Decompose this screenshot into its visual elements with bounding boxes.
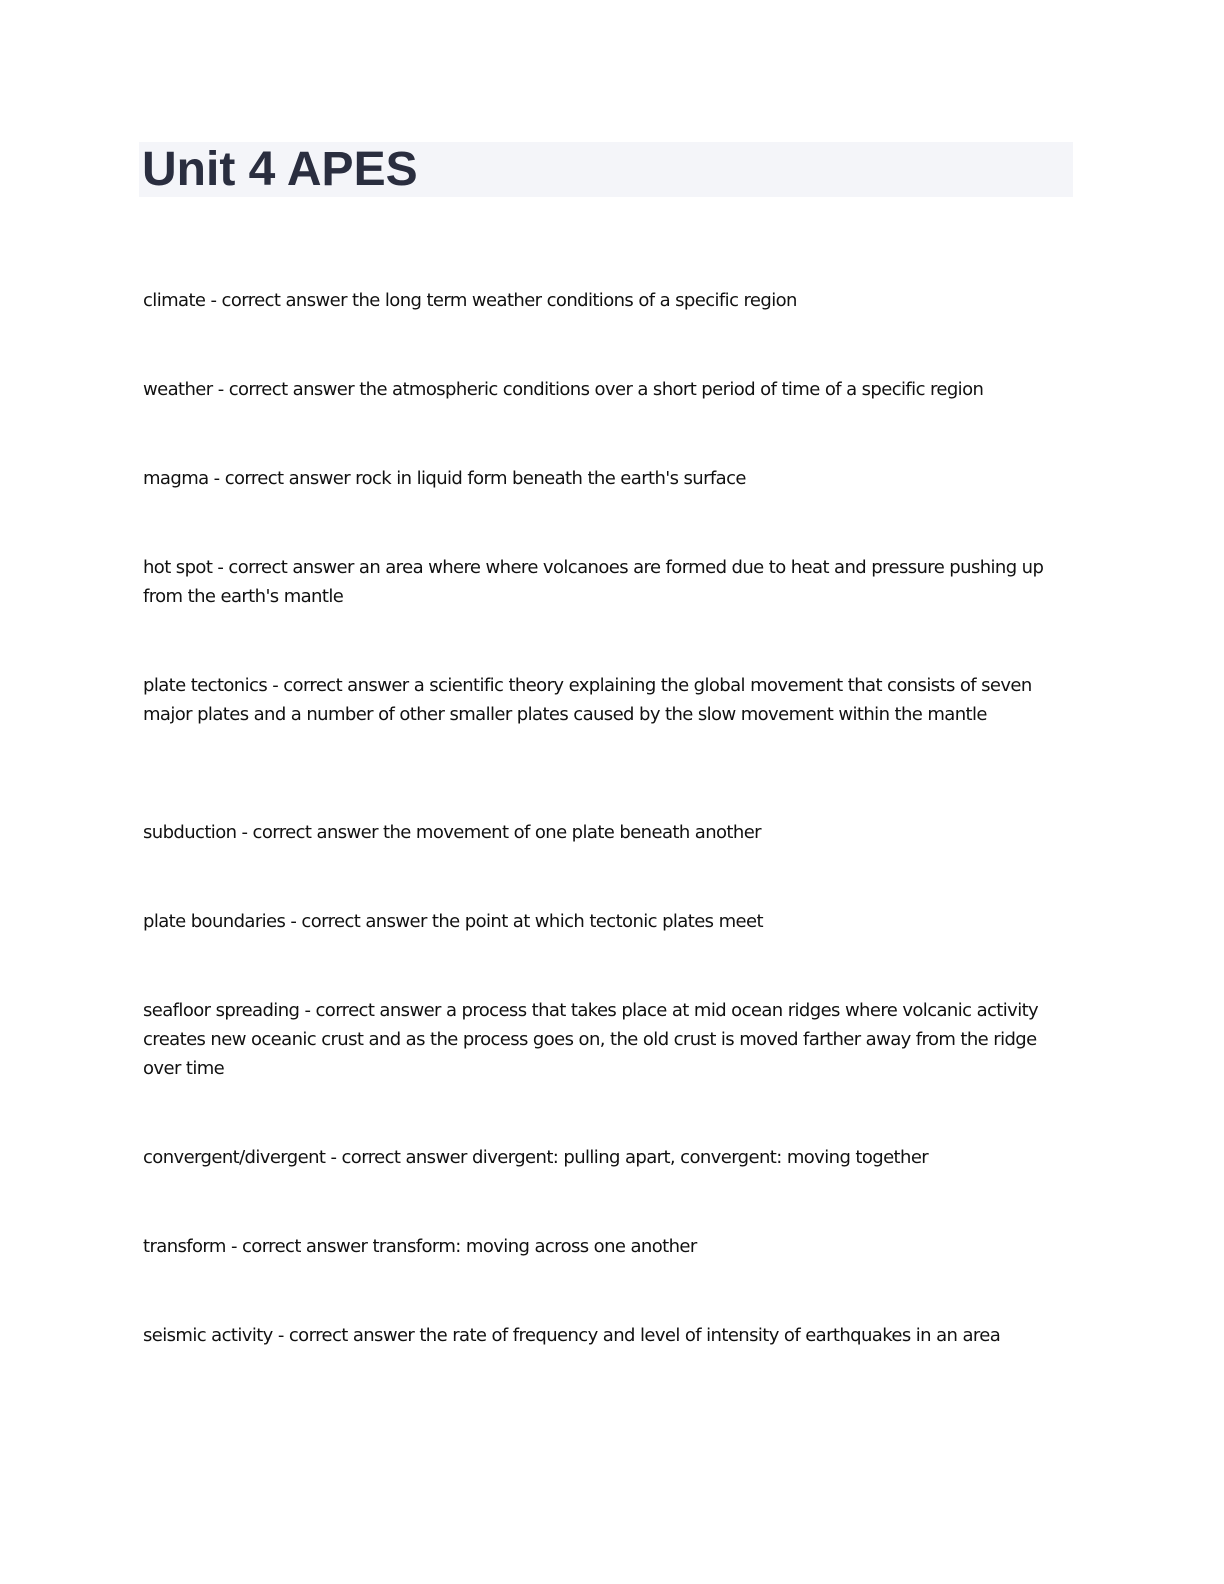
term-entry-hot-spot: hot spot - correct answer an area where where volcanoes are formed due to heat and pressure pushing up from the earth's mantle [143, 557, 1044, 607]
term-entry-seismic-activity: seismic activity - correct answer the rate of frequency and level of intensity of earthquakes in an area [143, 1325, 1001, 1346]
term-entry-weather: weather - correct answer the atmospheric conditions over a short period of time of a specific region [143, 379, 984, 400]
title-banner [139, 142, 1073, 197]
term-entry-magma: magma - correct answer rock in liquid form beneath the earth's surface [143, 468, 746, 489]
term-entry-plate-tectonics: plate tectonics - correct answer a scientific theory explaining the global movement that consists of seven major plates and a number of other smaller plates caused by the slow movement within the mantle [143, 675, 1032, 725]
term-entry-transform: transform - correct answer transform: moving across one another [143, 1236, 697, 1257]
term-entry-plate-boundaries: plate boundaries - correct answer the point at which tectonic plates meet [143, 911, 763, 932]
term-entry-climate: climate - correct answer the long term weather conditions of a specific region [143, 290, 797, 311]
term-entry-convergent-divergent: convergent/divergent - correct answer divergent: pulling apart, convergent: moving together [143, 1147, 929, 1168]
term-entry-subduction: subduction - correct answer the movement of one plate beneath another [143, 822, 761, 843]
page-title: Unit 4 APES [142, 143, 418, 196]
term-entry-seafloor-spreading: seafloor spreading - correct answer a process that takes place at mid ocean ridges where volcanic activity creates new oceanic crust and as the process goes on, the old crust is moved farther away from the ridge over time [143, 1000, 1039, 1079]
